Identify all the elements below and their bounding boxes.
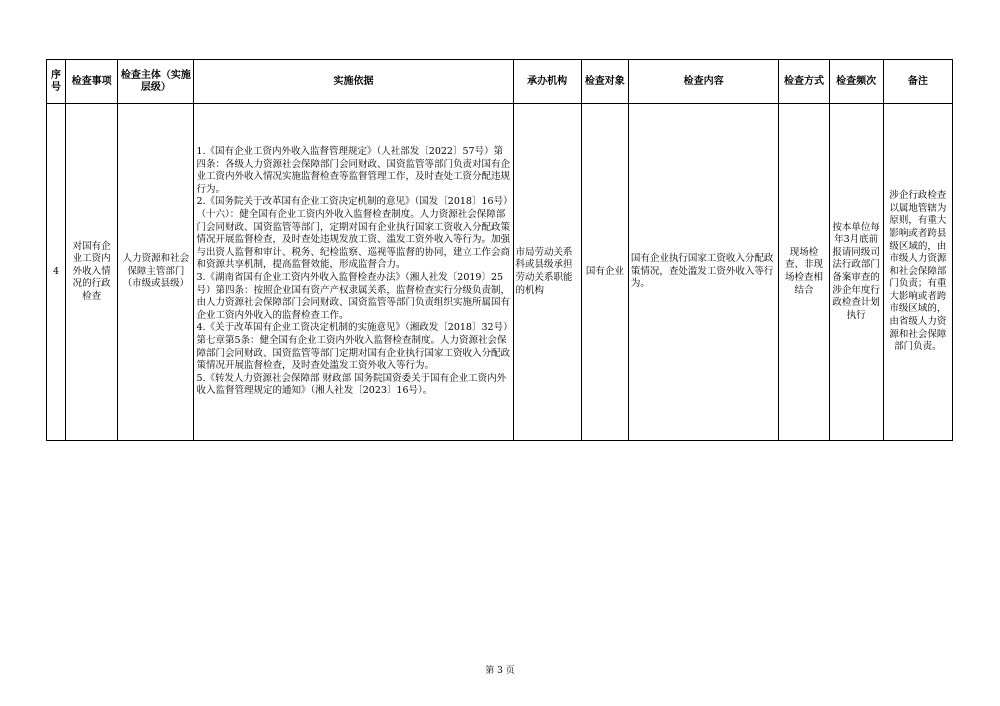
inspection-table-sheet [46,59,953,441]
cell-org: 市局劳动关系科或县级承担劳动关系职能的机构 [513,104,581,441]
header-frequency: 检查频次 [829,60,883,104]
inspection-table [46,59,953,441]
header-subject: 检查主体（实施层级） [118,60,194,104]
cell-subject-level: （市级或县级） [122,278,190,290]
cell-target: 国有企业 [581,104,628,441]
header-method: 检查方式 [779,60,829,104]
header-content: 检查内容 [628,60,778,104]
page-number: 第 3 页 [485,666,515,676]
header-seq: 序号 [47,60,66,104]
cell-seq: 4 [47,104,66,441]
header-item: 检查事项 [66,60,118,104]
basis-item: 1.《国有企业工资内外收入监督管理规定》（人社部发〔2022〕57号）第四条：各级人力资源社会保障部门会同财政、国资监管等部门负责对国有企业工资内外收入情况实施监督检查等监督管理工作，及时查处工资分配违规行为。 [196,146,510,195]
cell-remark: 涉企行政检查以属地管辖为原则，有重大影响或者跨县级区域的，由市级人力资源和社会保障部门负责；有重大影响或者跨市级区域的，由省级人力资源和社会保障部门负责。 [883,104,952,441]
table-header-row [47,60,953,104]
cell-basis [194,104,513,441]
cell-content: 国有企业执行国家工资收入分配政策情况，查处滥发工资外收入等行为。 [628,104,778,441]
header-org: 承办机构 [513,60,581,104]
header-remark: 备注 [883,60,952,104]
header-target: 检查对象 [581,60,628,104]
cell-item: 对国有企业工资内外收入情况的行政检查 [66,104,118,441]
cell-frequency: 按本单位每年3月底前报请同级司法行政部门备案审查的涉企年度行政检查计划执行 [829,104,883,441]
header-basis: 实施依据 [194,60,513,104]
cell-method: 现场检查、非现场检查相结合 [779,104,829,441]
table-row [47,104,953,441]
cell-subject [118,104,194,441]
basis-item: 4.《关于改革国有企业工资决定机制的实施意见》（湘政发〔2018〕32号）第七章第5条：健全国有企业工资内外收入监督检查制度。人力资源社会保障部门会同财政、国资监管等部门定期对国有企业执行国家工资收入分配政策情况开展监督检查，及时查处滥发工资外收入等行为。 [196,322,510,372]
basis-item: 3.《湖南省国有企业工资内外收入监督检查办法》（湘人社发〔2019〕25号）第四条：按照企业国有资产产权隶属关系，监督检查实行分级负责制，由人力资源社会保障部门会同财政、国资监管等部门负责组织实施所属国有企业工资内外收入的监督检查工作。 [196,272,510,321]
basis-item: 5.《转发人力资源社会保障部 财政部 国务院国资委关于国有企业工资内外收入监督管理规定的通知》（湘人社发〔2023〕16号）。 [196,372,507,397]
basis-item: 2.《国务院关于改革国有企业工资决定机制的意见》（国发〔2018〕16号）（十六）：健全国有企业工资内外收入监督检查制度。人力资源社会保障部门会同财政、国资监管等部门，定期对国有企业执行国家工资收入分配政策情况开展监督检查，及时查处违规发放工资、滥发工资外收入等行为。加强与出资人监督和审计、税务、纪检监察、巡视等监督的协同，建立工作会商和资源共享机制，提高监督效能，形成监督合力。 [196,196,510,271]
cell-subject-main: 人力资源和社会保障主管部门 [122,253,190,277]
